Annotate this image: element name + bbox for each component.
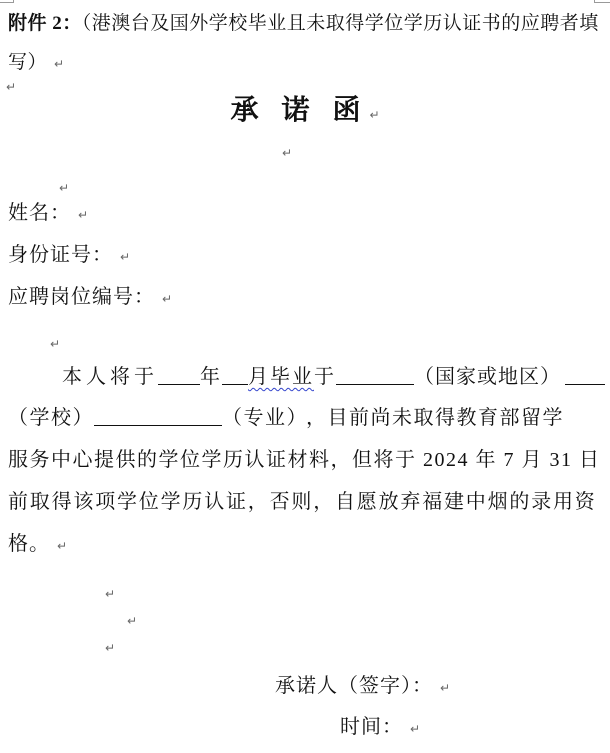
body-text-spellcheck: 月毕业 xyxy=(248,366,314,388)
body-text: 于 xyxy=(314,366,336,388)
blank-underline-school xyxy=(94,425,222,426)
signer-line xyxy=(275,673,450,701)
attachment-header xyxy=(8,4,599,84)
body-text: 格。 xyxy=(8,533,50,555)
crop-mark-top-right-tick-icon xyxy=(594,0,595,3)
paragraph-mark-icon: ↵ xyxy=(78,208,89,222)
paragraph-mark-icon: ↵ xyxy=(105,641,116,655)
body-line-5 xyxy=(8,531,67,559)
date-line xyxy=(340,714,420,742)
body-text: （国家或地区） xyxy=(414,366,561,388)
blank-underline-month xyxy=(222,384,248,385)
paragraph-mark-icon: ↵ xyxy=(6,80,17,94)
paragraph-mark-icon: ↵ xyxy=(369,108,380,122)
paragraph-mark-icon: ↵ xyxy=(105,587,116,601)
page-title-line xyxy=(0,94,610,132)
signer-label: 承诺人（签字）： xyxy=(275,675,433,697)
paragraph-mark-icon: ↵ xyxy=(282,146,293,160)
blank-underline-place xyxy=(336,384,414,385)
id-number-field-line xyxy=(8,242,130,270)
crop-mark-top-left-tick-icon xyxy=(13,0,14,3)
body-text: ，目前尚未取得教育部留学 xyxy=(306,407,564,429)
paragraph-mark-icon: ↵ xyxy=(162,292,173,306)
paragraph-mark-icon: ↵ xyxy=(59,181,70,195)
body-text: 本人将于 xyxy=(62,366,158,388)
body-text: （学校） xyxy=(8,407,94,429)
body-text: （专业） xyxy=(222,407,298,429)
paragraph-mark-icon: ↵ xyxy=(57,539,68,553)
paragraph-mark-icon: ↵ xyxy=(410,722,421,736)
body-line-3 xyxy=(8,447,601,473)
body-line-4 xyxy=(8,489,597,515)
paragraph-mark-icon: ↵ xyxy=(50,337,61,351)
id-number-field-label: 身份证号： xyxy=(8,244,113,266)
blank-underline-year xyxy=(158,384,200,385)
body-text: 前取得该项学位学历认证，否则，自愿放弃福建中烟的录用资 xyxy=(8,491,597,513)
body-text: 服务中心提供的学位学历认证材料，但将于 2024 年 7 月 31 日 xyxy=(8,449,601,471)
attachment-label: 附件 2： xyxy=(8,13,82,34)
name-field-line xyxy=(8,200,88,228)
attachment-note-line1: （港澳台及国外学校毕业且未取得学位学历认证书的应聘者填 xyxy=(81,13,599,34)
name-field-label: 姓名： xyxy=(8,202,71,224)
body-line-1 xyxy=(62,364,605,390)
paragraph-mark-icon: ↵ xyxy=(440,681,451,695)
crop-mark-top-right-icon xyxy=(594,2,610,3)
attachment-note-line2: 写） xyxy=(8,52,48,73)
body-line-2 xyxy=(8,405,564,431)
position-code-field-label: 应聘岗位编号： xyxy=(8,286,155,308)
crop-mark-top-left-icon xyxy=(0,2,13,3)
page-title: 承 诺 函 xyxy=(230,95,363,126)
paragraph-mark-icon: ↵ xyxy=(127,614,138,628)
position-code-field-line xyxy=(8,284,172,312)
date-label: 时间： xyxy=(340,716,403,738)
body-text: 年 xyxy=(200,366,222,388)
paragraph-mark-icon: ↵ xyxy=(54,57,65,71)
blank-underline-region xyxy=(565,384,605,385)
paragraph-mark-icon: ↵ xyxy=(120,250,131,264)
